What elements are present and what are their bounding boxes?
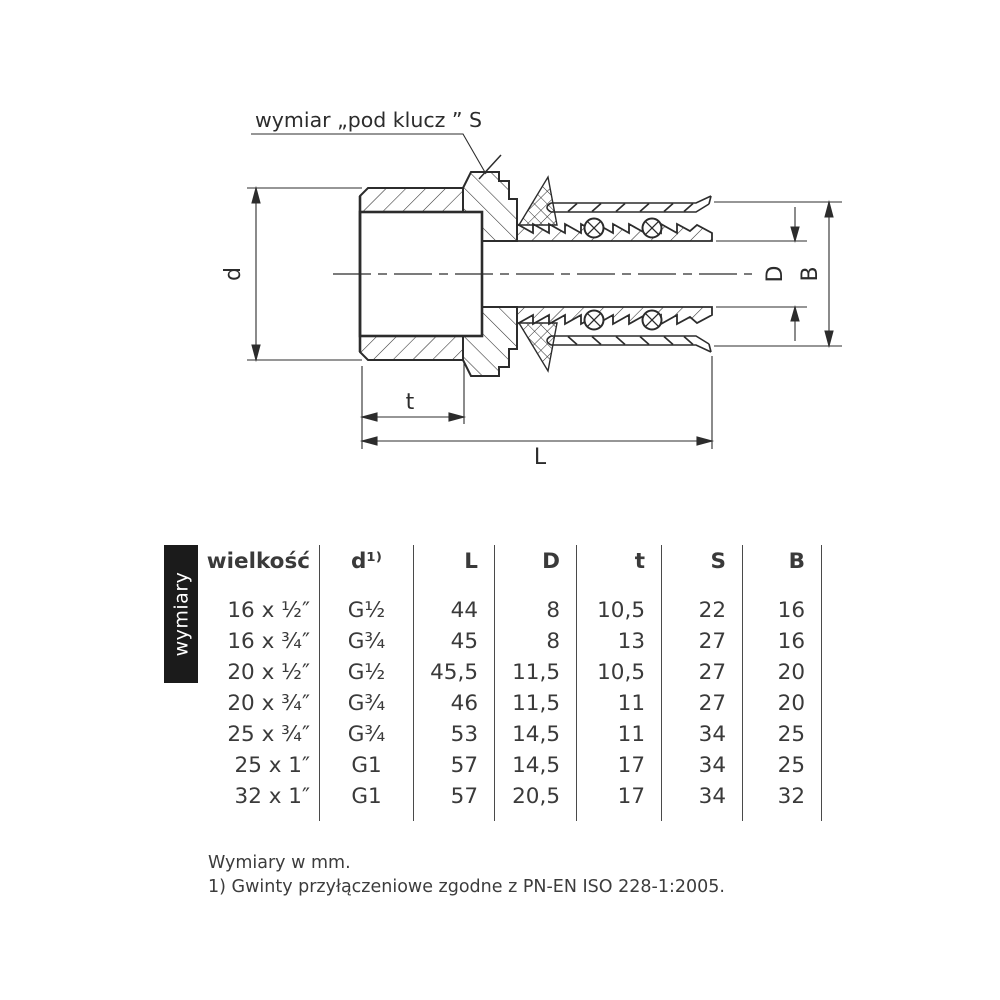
- cell-t: 10,5: [577, 595, 662, 626]
- note-thread-standard: 1) Gwinty przyłączeniowe zgodne z PN-EN ISO 228-1:2005.: [208, 877, 725, 897]
- cell-D: 14,5: [495, 750, 577, 781]
- cell-thread: G1: [320, 781, 414, 812]
- dimensions-table: [198, 545, 822, 821]
- press-sleeve-bottom: [547, 336, 711, 352]
- cell-D: 11,5: [495, 688, 577, 719]
- cell-B: 16: [743, 626, 822, 657]
- table-side-label: [164, 545, 198, 683]
- cell-t: 17: [577, 750, 662, 781]
- cell-B: 25: [743, 719, 822, 750]
- dim-label-d: d: [221, 267, 246, 281]
- dim-label-t: t: [405, 390, 415, 415]
- cell-S: 34: [662, 719, 743, 750]
- cell-S: 27: [662, 688, 743, 719]
- col-header-B: B: [743, 545, 822, 595]
- col-header-D: D: [495, 545, 577, 595]
- cell-D: 8: [495, 626, 577, 657]
- cell-S: 27: [662, 626, 743, 657]
- cell-t: 10,5: [577, 657, 662, 688]
- cell-B: 32: [743, 781, 822, 812]
- cell-size: 16 x ¾″: [198, 626, 320, 657]
- cell-D: 14,5: [495, 719, 577, 750]
- cell-size: 32 x 1″: [198, 781, 320, 812]
- dim-label-D: D: [763, 265, 788, 283]
- cell-thread: G¾: [320, 626, 414, 657]
- cell-L: 57: [414, 750, 495, 781]
- table-line-extension: [198, 812, 320, 821]
- cell-D: 8: [495, 595, 577, 626]
- cell-thread: G½: [320, 657, 414, 688]
- cell-B: 25: [743, 750, 822, 781]
- press-sleeve-top: [547, 196, 711, 212]
- cell-size: 20 x ¾″: [198, 688, 320, 719]
- cell-D: 11,5: [495, 657, 577, 688]
- cell-thread: G¾: [320, 719, 414, 750]
- cell-L: 53: [414, 719, 495, 750]
- cell-L: 45,5: [414, 657, 495, 688]
- cell-D: 20,5: [495, 781, 577, 812]
- cell-L: 57: [414, 781, 495, 812]
- cell-size: 25 x ¾″: [198, 719, 320, 750]
- leader-label: wymiar „pod klucz ” S: [255, 108, 483, 132]
- cell-t: 11: [577, 688, 662, 719]
- cell-size: 25 x 1″: [198, 750, 320, 781]
- part-geometry: [333, 172, 752, 376]
- dim-label-B: B: [798, 266, 823, 282]
- cell-thread: G¾: [320, 688, 414, 719]
- cell-B: 20: [743, 657, 822, 688]
- cell-t: 11: [577, 719, 662, 750]
- cell-thread: G½: [320, 595, 414, 626]
- cell-L: 44: [414, 595, 495, 626]
- cell-L: 46: [414, 688, 495, 719]
- cell-B: 20: [743, 688, 822, 719]
- col-header-wielkosc: wielkość: [198, 545, 320, 595]
- col-header-S: S: [662, 545, 743, 595]
- cell-S: 34: [662, 750, 743, 781]
- cell-S: 27: [662, 657, 743, 688]
- cell-S: 34: [662, 781, 743, 812]
- col-header-L: L: [414, 545, 495, 595]
- cell-L: 45: [414, 626, 495, 657]
- cell-B: 16: [743, 595, 822, 626]
- dimension-labels: [221, 108, 823, 470]
- footnotes: [208, 851, 725, 899]
- note-units: Wymiary w mm.: [208, 853, 351, 873]
- cell-t: 17: [577, 781, 662, 812]
- col-header-t: t: [577, 545, 662, 595]
- dimension-lines: [247, 134, 842, 449]
- cell-size: 16 x ½″: [198, 595, 320, 626]
- col-header-d: d¹⁾: [320, 545, 414, 595]
- cell-S: 22: [662, 595, 743, 626]
- cell-t: 13: [577, 626, 662, 657]
- dim-label-L: L: [533, 445, 547, 470]
- cell-size: 20 x ½″: [198, 657, 320, 688]
- table-side-label-text: wymiary: [170, 571, 192, 657]
- cell-thread: G1: [320, 750, 414, 781]
